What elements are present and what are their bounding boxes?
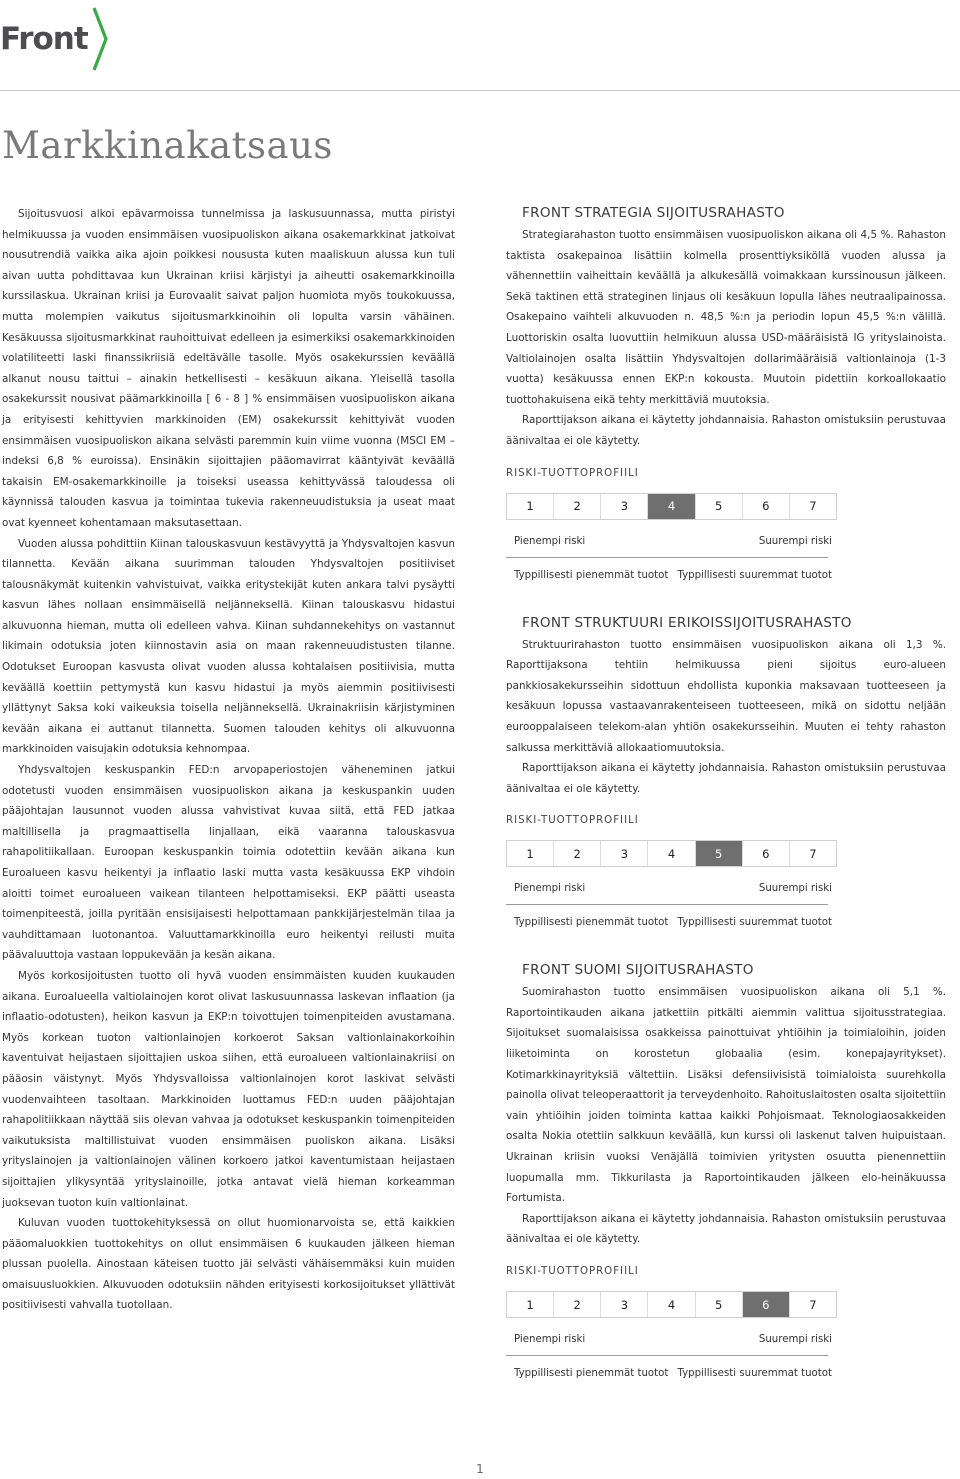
risk-level-cell: 5 xyxy=(696,1292,743,1317)
page-title: Markkinakatsaus xyxy=(2,124,333,167)
paragraph: Sijoitusvuosi alkoi epävarmoissa tunnelmissa ja laskusuunnassa, mutta piristyi helmikuussa ja vuoden ensimmäisen vuosipuoliskon aikana osakemarkkinat jatkoivat nousutrendiä vaikka aika ajoin poikkesi noususta kuten maaliskuun alussa kun tuli aivan uutta pohdittavaa kun Ukrainan kriisi kärjistyi ja aiheutti osakemarkkinoilla kurssilaskua. Ukrainan kriisi ja Eurovaalit saivat paljon huomiota myös toukokuussa, mutta molempien vaikutus sijoitusmarkkinoihin oli lopulta varsin vähäinen. Kesäkuussa sijoitusmarkkinat rauhoittuivat edelleen ja esimerkiksi osakemarkkinoiden volatiliteetti laski finanssikriisiä edeltävälle tasolle. Myös osakekurssien keväällä alkanut nousu taittui – ainakin hetkellisesti – kesäkuun aikana. Yleisellä tasolla osakekurssit nousivat päämarkkinoilla [ 6 - 8 ] % ensimmäisen vuosipuoliskon aikana ja erityisesti kehittyvien markkinoiden (EM) osakekurssit kehittyivät vuoden ensimmäisen vuosipuoliskon aikana selvästi paremmin kuin viime vuonna (MSCI EM –indeksi 6,8 % euroissa). Ensinäkin sijoittajien pääomavirrat kääntyivät keväällä takaisin EM-osakemarkkinoille ja toiseksi useassa kehittyvässä taloudessa oli käynnissä talouden kasvua ja toimintaa tukevia rakenneuudistuksia ja useat maat ovat kyenneet kohentamaan maksutasettaan. xyxy=(2,208,455,529)
risk-level-cell: 6 xyxy=(743,494,790,519)
risk-level-cell: 6 xyxy=(743,841,790,866)
risk-level-cell: 1 xyxy=(507,841,554,866)
risk-level-cell: 1 xyxy=(507,1292,554,1317)
risk-scale xyxy=(506,1291,837,1318)
lower-return-label: Typpillisesti pienemmät tuotot xyxy=(514,569,669,581)
fund-title: FRONT STRATEGIA SIJOITUSRAHASTO xyxy=(522,205,785,221)
risk-scale xyxy=(506,493,837,520)
higher-return-label: Typpillisesti suuremmat tuotot xyxy=(677,917,832,929)
risk-level-cell: 5 xyxy=(696,841,743,866)
risk-level-cell: 7 xyxy=(809,846,817,861)
risk-profile-label: RISKI-TUOTTOPROFIILI xyxy=(506,467,639,479)
paragraph: Kuluvan vuoden tuottokehityksessä on ollut huomionarvoista se, että kaikkien pääomaluokkien tuottokehitys on ollut ensimmäisen 6 kuukauden jälkeen hieman plussan puolella. Ainostaan käteisen tuotto jäi selvästi vähäisemmäksi kuin muiden omaisuusluokkien. Alkuvuoden odotuksiin nähden erityisesti korkosijoitukset yllättivät positiivisesti vahvalla tuotollaan. xyxy=(2,1217,455,1312)
fund-suomi xyxy=(506,960,946,1379)
risk-level-cell: 2 xyxy=(554,494,601,519)
chevron-right-icon xyxy=(92,6,108,72)
paragraph: Vuoden alussa pohdittiin Kiinan talouskasvuun kestävyyttä ja Yhdysvaltojen kasvun tilannetta. Kevään aikana suurimman talouden Yhdysvaltojen positiiviset talousnäkymät kuitenkin vahvistuivat, vaikka eritystekijät kuten ankara talvi pysäytti kasvun lähes nollaan ensimmäisellä neljänneksellä. Kiinan talouskasvu hidastui alkuvuonna hieman, mutta oli edelleen vahva. Kiinan suhdannekehitys on vastannut likimain odotuksia joten kiinnostavin asia on maan rakenneuudistusten tilanne. Odotukset Euroopan kasvusta olivat vuoden alussa kohtalaisen positiivisia, mutta keväällä koettiin pettymystä kun kasvu hidastui ja myös aiemmin positiivisesti yllättynyt Saksa koki vaikeuksia toisella neljänneksellä. Ukrainakriisin kärjistyminen kevään aikana ei auttanut tilannetta. Suomen talouden kehitys oli alkuvuonna markkinoiden vaisujakin odotuksia kehnompaa. xyxy=(2,537,455,756)
higher-risk-label: Suurempi riski xyxy=(758,535,832,547)
paragraph: Yhdysvaltojen keskuspankin FED:n arvopaperiostojen väheneminen jatkui odotetusti vuoden ensimmäisen vuosipuoliskon aikana ja keskuspankin uuden pääjohtajan lausunnot vuoden alussa vahvistivat kuvaa siitä, että FED jatkaa maltillisella ja pragmaattisella linjallaan, eikä vaaranna talouskasvua rahapolitiikallaan. Euroopan keskuspankin toimia odotettiin kevään aikana kun Euroalueen kasvu heikentyi ja inflaatio laski mutta vasta kesäkuussa EKP vihdoin aloitti toimet euroalueen vaikean tilanteen helpottamiseksi. EKP päätti useasta toimenpiteestä, joilla pyritään ensisijaisesti helpottamaan pankkijärjestelmän tilaa ja vauhdittamaan luotonantoa. Valuuttamarkkinoilla euro heikentyi reilusti muita päävaluuttoja vastaan loppukevään ja kesän aikana. xyxy=(2,764,455,962)
risk-level-cell: 2 xyxy=(554,841,601,866)
fund-paragraph: Raporttijakson aikana ei käytetty johdannaisia. Rahaston omistuksiin perustuvaa äänivaltaa ei ole käytetty. xyxy=(506,762,946,795)
risk-axis-line xyxy=(506,904,828,905)
risk-profile-label: RISKI-TUOTTOPROFIILI xyxy=(506,1266,639,1277)
risk-profile-label: RISKI-TUOTTOPROFIILI xyxy=(506,815,639,827)
fund-paragraph: Raporttijakson aikana ei käytetty johdannaisia. Rahaston omistuksiin perustuvaa äänivaltaa ei ole käytetty. xyxy=(506,1212,946,1246)
lower-return-label: Typpillisesti pienemmät tuotot xyxy=(514,917,669,929)
risk-level-cell: 1 xyxy=(507,494,554,519)
fund-struktuuri xyxy=(506,613,946,929)
front-logo xyxy=(0,6,108,72)
risk-level-cell: 3 xyxy=(601,494,648,519)
lower-risk-label: Pienempi riski xyxy=(514,883,586,895)
higher-return-label: Typpillisesti suuremmat tuotot xyxy=(677,569,832,581)
lower-risk-label: Pienempi riski xyxy=(514,535,586,547)
paragraph: Myös korkosijoitusten tuotto oli hyvä vuoden ensimmäisten kuuden kuukauden aikana. Euroalueella valtiolainojen korot olivat laskusuunnassa laskevan inflaation (ja inflaatio-odotusten), heikon kasvun ja EKP:n toivottujen toimenpiteiden avustamana. Myös korkean tuoton valtionlainojen korkoerot Saksan valtionlainakorkoihin kaventuivat heijastaen sijoittajien uskoa siihen, että euroalueen valtionlainakriisi on pääosin väistynyt. Myös Yhdysvalloissa valtionlainojen korot laskivat selvästi vuodenvaihteen tasoltaan. Markkinoiden luottamus FED:n uuden pääjohtajan rahapolitiikkaan näyttää siis olevan vahvaa ja odotukset keskuspankin toimenpiteiden vaikutuksista maltillistuivat vuoden ensimmäisen puoliskon aikana. Lisäksi yrityslainojen ja valtionlainojen välinen korkoero jatkoi kaventumistaan heijastaen sijoittajien ylikysyntää yrityslainoille, jotka antavat vielä hieman korkeamman juoksevan tuoton kuin valtionlainat. xyxy=(2,969,455,1209)
risk-level-cell: 4 xyxy=(648,1292,695,1317)
lower-risk-label: Pienempi riski xyxy=(514,1334,586,1345)
fund-title: FRONT SUOMI SIJOITUSRAHASTO xyxy=(522,962,754,979)
lower-return-label: Typpillisesti pienemmät tuotot xyxy=(514,1368,669,1379)
risk-level-cell: 6 xyxy=(743,1292,790,1317)
fund-strategia xyxy=(506,203,946,581)
risk-level-cell: 3 xyxy=(601,1292,648,1317)
fund-paragraph: Strategiarahaston tuotto ensimmäisen vuosipuoliskon aikana oli 4,5 %. Rahaston taktista osakepainoa lisättiin kolmella prosenttiyksiköllä vuoden alussa ja vähennettiin vaiheittain keväällä ja alkukesällä voimakkaan kurssinousun jälkeen. Sekä taktinen että strateginen linjaus oli kesäkuun lopulla lähes neutraalipainossa. Osakepaino vaihteli alkuvuoden n. 48,5 %:n ja periodin lopun 45,5 %:n välillä. Luottoriskin osalta luovuttiin helmikuun alussa USD-määräisistä IG yrityslainoista. Valtiolainojen osalta lisättiin Yhdysvaltojen dollarimääräisiä valtionlainoja (1-3 vuotta) kesäkuussa ennen EKP:n kokousta. Muutoin pidettiin korkoallokaatio tuottohakuisena eikä tehty merkittäviä muutoksia. xyxy=(506,229,946,406)
fund-paragraph: Suomirahaston tuotto ensimmäisen vuosipuoliskon aikana oli 5,1 %. Raportointikauden aikana jatkettiin pitkälti aiemmin valittua sijoitusstrategiaa. Sijoitukset suomalaisissa osakkeissa painottuivat yhtiöihin ja toimialoihin, joiden liiketoiminta on korostetun globaalia (esim. konepajayritykset). Kotimarkkinayrityksiä vältettiin. Lisäksi defensiivisistä toimialoista suurehkolla painolla olivat teleoperaattorit ja terveydenhoito. Rahoituslaitosten osalta sijoitettiin vain yhtiöihin joiden toiminta kattaa kaikki Pohjoismaat. Teknologiaosakkeiden osalta Nokia otettiin salkkuun keväällä, kun kurssi oli laskenut talven huipuistaan. Ukrainan kriisin vuoksi Venäjällä toimivien yritysten osuutta pienennettiin luopumalla mm. Tikkurilasta ja Raportointikauden jälkeen elo-heinäkuussa Fortumista. xyxy=(506,986,946,1205)
logo-text: Front xyxy=(0,21,88,57)
higher-return-label: Typpillisesti suuremmat tuotot xyxy=(677,1368,832,1379)
market-review-text xyxy=(2,204,455,1316)
page-number: 1 xyxy=(476,1462,484,1476)
risk-level-cell: 2 xyxy=(554,1292,601,1317)
higher-risk-label: Suurempi riski xyxy=(758,1334,832,1345)
fund-reviews xyxy=(506,203,946,1379)
risk-level-cell: 3 xyxy=(601,841,648,866)
risk-axis-line xyxy=(506,1355,828,1356)
fund-paragraph: Struktuurirahaston tuotto ensimmäisen vuosipuoliskon aikana oli 1,3 %. Raporttijaksona tehtiin helmikuussa pieni sijoitus euro-alueen pankkiosakekursseihin sidottuun ehdollista kuponkia maksavaan tuotteeseen ja kesäkuun lopussa vastaavanrakenteiseen tuotteeseen, mikä on sidottu neljään eurooppalaiseen telekom-alan yhtiön osakekursseihin. Muuten ei tehty rahaston salkussa merkittäviä allokaatiomuutoksia. xyxy=(506,638,946,754)
header-divider xyxy=(0,90,960,91)
risk-level-cell: 4 xyxy=(648,841,695,866)
fund-title: FRONT STRUKTUURI ERIKOISSIJOITUSRAHASTO xyxy=(522,614,852,631)
risk-scale xyxy=(506,840,837,867)
higher-risk-label: Suurempi riski xyxy=(758,883,832,895)
risk-axis-line xyxy=(506,557,828,558)
risk-level-cell: 7 xyxy=(809,1297,817,1312)
risk-level-cell: 5 xyxy=(696,494,743,519)
risk-level-cell: 4 xyxy=(648,494,695,519)
risk-level-cell: 7 xyxy=(809,499,817,514)
fund-paragraph: Raporttijakson aikana ei käytetty johdannaisia. Rahaston omistuksiin perustuvaa äänivaltaa ei ole käytetty. xyxy=(506,414,946,447)
